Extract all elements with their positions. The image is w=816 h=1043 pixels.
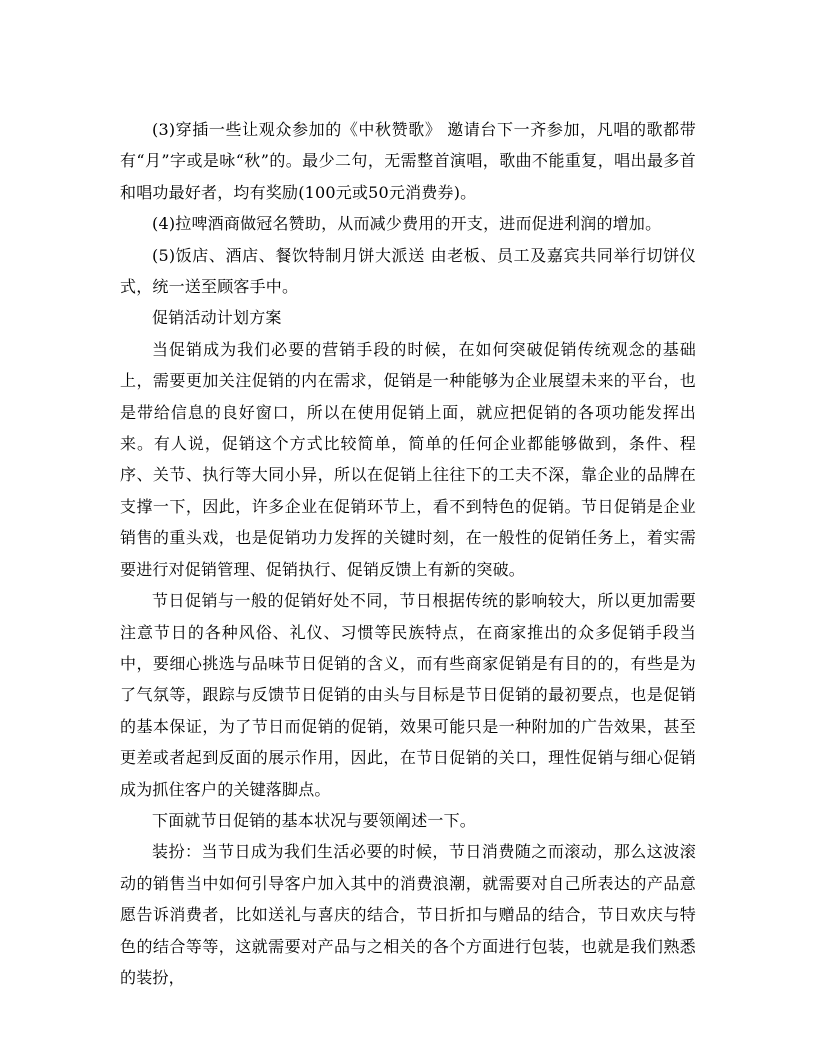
paragraph-song-activity: (3)穿插一些让观众参加的《中秋赞歌》 邀请台下一齐参加，凡唱的歌都带有“月”字或是咏“秋”的。最少二句，无需整首演唱，歌曲不能重复，唱出最多首和唱功最好者，均有奖励(100元或50元消费券)。	[120, 120, 696, 202]
paragraph-promotion-intro: 当促销成为我们必要的营销手段的时候，在如何突破促销传统观念的基础上，需要更加关注促销的内在需求，促销是一种能够为企业展望未来的平台，也是带给信息的良好窗口，所以在使用促销上面，就应把促销的各项功能发挥出来。有人说，促销这个方式比较简单，简单的任何企业都能够做到，条件、程序、关节、执行等大同小异，所以在促销上往往下的工夫不深，靠企业的品牌在支撑一下，因此，许多企业在促销环节上，看不到特色的促销。节日促销是企业销售的重头戏，也是促销功力发挥的关键时刻，在一般性的促销任务上，着实需要进行对促销管理、促销执行、促销反馈上有新的突破。	[120, 339, 696, 579]
paragraph-mooncake-giveaway: (5)饭店、酒店、餐饮特制月饼大派送 由老板、员工及嘉宾共同举行切饼仪式，统一送至顾客手中。	[120, 245, 696, 297]
paragraph-overview-line: 下面就节日促销的基本状况与要领阐述一下。	[152, 810, 477, 830]
paragraph-sponsorship: (4)拉啤酒商做冠名赞助，从而减少费用的开支，进而促进利润的增加。	[152, 214, 662, 234]
document-body	[120, 114, 696, 993]
paragraph-decoration: 装扮：当节日成为我们生活必要的时候，节日消费随之而滚动，那么这波滚动的销售当中如何引导客户加入其中的消费浪潮，就需要对自己所表达的产品意愿告诉消费者，比如送礼与喜庆的结合，节日折扣与赠品的结合，节日欢庆与特色的结合等等，这就需要对产品与之相关的各个方面进行包装，也就是我们熟悉的装扮，	[120, 842, 696, 987]
paragraph-holiday-promotion: 节日促销与一般的促销好处不同，节日根据传统的影响较大，所以更加需要注意节日的各种风俗、礼仪、习惯等民族特点，在商家推出的众多促销手段当中，要细心挑选与品味节日促销的含义，而有些商家促销是有目的的，有些是为了气氛等，跟踪与反馈节日促销的由头与目标是节日促销的最初要点，也是促销的基本保证，为了节日而促销的促销，效果可能只是一种附加的广告效果，甚至更差或者起到反面的展示作用，因此，在节日促销的关口，理性促销与细心促销成为抓住客户的关键落脚点。	[120, 591, 696, 799]
section-heading-promotion-plan: 促销活动计划方案	[152, 308, 282, 328]
